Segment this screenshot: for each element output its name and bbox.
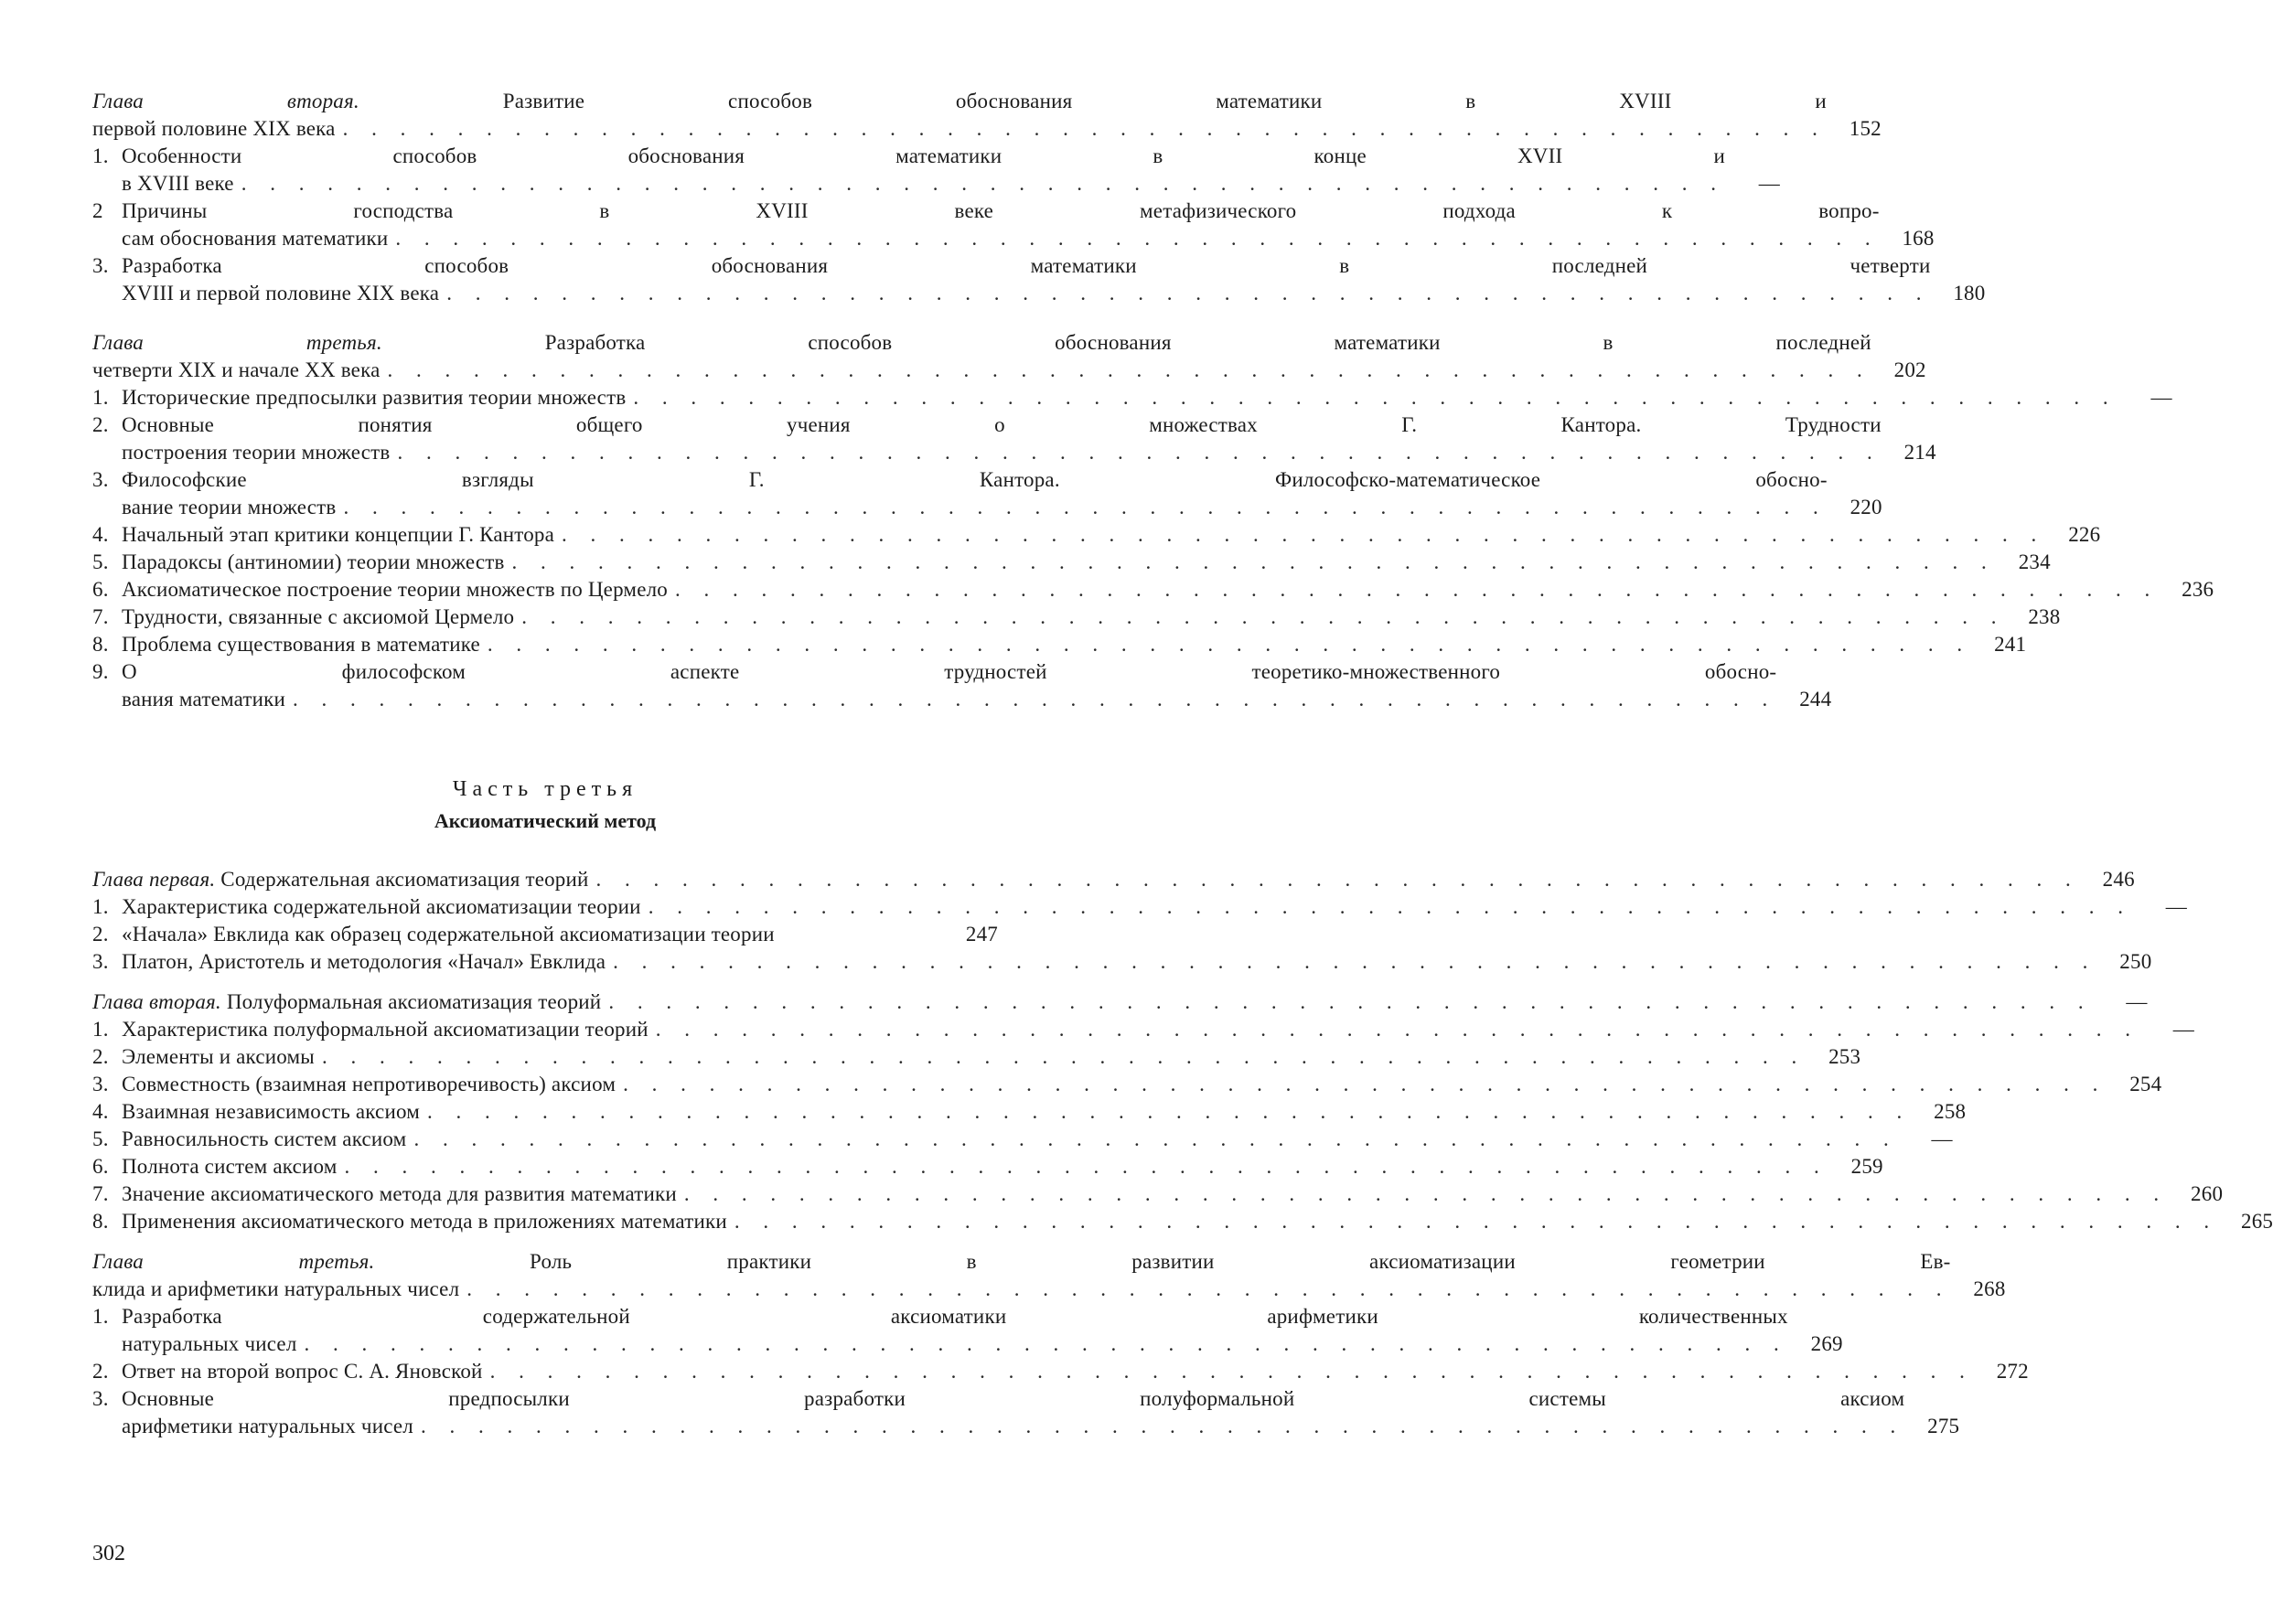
toc-page-number: 265 — [2241, 1210, 2273, 1233]
toc-entry-text — [122, 1016, 2139, 1043]
toc-item-number: 4. — [92, 1100, 109, 1123]
toc-line: Полнота систем аксиом — [122, 1155, 338, 1178]
toc-item-number: 2. — [92, 1045, 109, 1068]
toc-entry-text — [122, 252, 1930, 307]
toc-line: Разработка содержательной аксиоматики арифметики количественных — [122, 1305, 1788, 1328]
toc-line: Значение аксиоматического метода для развития математики — [122, 1182, 677, 1205]
toc-page-number: 238 — [2028, 605, 2061, 628]
toc-line: Применения аксиоматического метода в приложениях математики — [122, 1210, 727, 1233]
chapter-label: Глава вторая. — [92, 990, 227, 1013]
toc-line: Развитие способов обоснования математики в XVIII и — [502, 90, 1827, 112]
toc-item-number: 3. — [92, 1073, 109, 1095]
toc-item-number: 6. — [92, 578, 109, 601]
toc-item — [92, 921, 998, 948]
toc-section — [92, 88, 1986, 307]
toc-item — [92, 1153, 1883, 1181]
toc-line: Разработка способов обоснования математики в последней — [544, 331, 1871, 354]
toc-item — [92, 1303, 1843, 1358]
toc-entry-text — [92, 988, 2093, 1016]
toc-page-number: 168 — [1902, 227, 1935, 250]
toc-line: Роль практики в развитии аксиоматизации геометрии Ев- — [530, 1250, 1951, 1273]
toc-section — [92, 866, 2187, 976]
chapter-label: Глава третья. — [92, 331, 545, 354]
toc-page-number: — — [1758, 172, 1780, 195]
toc-line: XVIII и первой половине XIX века — [122, 282, 440, 304]
dot-leader: . . . . . . . . . . . . . . . . . . . . . . . . . . . . . . . . . . . . . . . . . . . . . . . . . . . . — [344, 1155, 1828, 1178]
dot-leader: . . . . . . . . . . . . . . . . . . . . . . . . . . . . . . . . . . . . . . . . . . . . . . . . . . . . — [633, 386, 2118, 409]
toc-section — [92, 329, 2214, 713]
toc-page-number: — — [2165, 895, 2187, 918]
toc-item-number: 7. — [92, 605, 109, 628]
toc-entry-text — [122, 143, 1725, 198]
toc-line: Трудности, связанные с аксиомой Цермело — [122, 605, 515, 628]
toc-entry-text — [122, 1385, 1904, 1440]
toc-entry-text — [122, 948, 2096, 976]
toc-entry-text — [122, 604, 2005, 631]
dot-leader: . . . . . . . . . . . . . . . . . . . . . . . . . . . . . . . . . . . . . . . . . . . . . . . . . . . . — [608, 990, 2093, 1013]
toc-line: Содержательная аксиоматизация теорий — [220, 868, 589, 891]
dot-leader: . . . . . . . . . . . . . . . . . . . . . . . . . . . . . . . . . . . . . . . . . . . . . . . . . . . . — [489, 1360, 1974, 1383]
dot-leader: . . . . . . . . . . . . . . . . . . . . . . . . . . . . . . . . . . . . . . . . . . . . . . . . . . . . — [342, 117, 1827, 140]
toc-page-number: 246 — [2102, 868, 2135, 891]
toc-page-number: 214 — [1903, 441, 1936, 464]
toc-page-number: 258 — [1934, 1100, 1967, 1123]
toc-item — [92, 1098, 1967, 1126]
toc-item — [92, 384, 2172, 411]
toc-item-number: 2 — [92, 199, 103, 222]
dot-leader: . . . . . . . . . . . . . . . . . . . . . . . . . . . . . . . . . . . . . . . . . . . . . . . . . . . . — [511, 550, 1996, 573]
toc-line: построения теории множеств — [122, 441, 391, 464]
toc-line: Аксиоматическое построение теории множеств по Цермело — [122, 578, 668, 601]
toc-chapter — [92, 88, 1882, 143]
dot-leader: . . . . . . . . . . . . . . . . . . . . . . . . . . . . . . . . . . . . . . . . . . . . . . . . . . . . — [343, 496, 1828, 518]
dot-leader: . . . . . . . . . . . . . . . . . . . . . . . . . . . . . . . . . . . . . . . . . . . . . . . . . . . . — [387, 358, 1871, 381]
toc-line: Причины господства в XVIII веке метафизического подхода к вопро- — [122, 199, 1880, 222]
toc-line: О философском аспекте трудностей теоретико-множественного обосно- — [122, 660, 1777, 683]
toc-item-number: 6. — [92, 1155, 109, 1178]
toc-line: Философские взгляды Г. Кантора. Философско-математическое обосно- — [122, 468, 1828, 491]
dot-leader: . . . . . . . . . . . . . . . . . . . . . . . . . . . . . . . . . . . . . . . . . . . . . . . . . . . . — [562, 523, 2046, 546]
toc-page-number: 226 — [2068, 523, 2101, 546]
toc-entry-text — [122, 521, 2045, 549]
toc-item — [92, 1181, 2224, 1208]
toc-entry-text — [122, 1181, 2168, 1208]
toc-entry-text — [92, 88, 1827, 143]
toc-item-number: 3. — [92, 950, 109, 973]
toc-page-number: 202 — [1893, 358, 1926, 381]
dot-leader: . . . . . . . . . . . . . . . . . . . . . . . . . . . . . . . . . . . . . . . . . . . . . . . . . . . . — [421, 1415, 1905, 1437]
toc-item-number: 5. — [92, 1127, 109, 1150]
toc-line: Исторические предпосылки развития теории множеств — [122, 386, 627, 409]
toc-entry-text — [92, 866, 2080, 893]
dot-leader: . . . . . . . . . . . . . . . . . . . . . . . . . . . . . . . . . . . . . . . . . . . . . . . . . . . . — [304, 1332, 1788, 1355]
toc-item-number: 5. — [92, 550, 109, 573]
toc-line: натуральных чисел — [122, 1332, 297, 1355]
part-subtitle: Аксиоматический метод — [434, 809, 657, 832]
toc-entry-text — [122, 1071, 2107, 1098]
toc-item — [92, 198, 1935, 252]
toc-item — [92, 1043, 1861, 1071]
toc-item-number: 1. — [92, 895, 109, 918]
toc-chapter — [92, 866, 2135, 893]
toc-line: Начальный этап критики концепции Г. Кантора — [122, 523, 555, 546]
toc-item — [92, 252, 1986, 307]
toc-page-number: 220 — [1849, 496, 1882, 518]
toc-page-number: 260 — [2191, 1182, 2224, 1205]
toc-chapter — [92, 329, 1926, 384]
toc-entry-text — [92, 1248, 1951, 1303]
toc-page-number: — — [2172, 1018, 2194, 1041]
toc-line: Разработка способов обоснования математики в последней четверти — [122, 254, 1931, 277]
toc-page-number: 275 — [1927, 1415, 1960, 1437]
toc-item-number: 7. — [92, 1182, 109, 1205]
chapter-label: Глава третья. — [92, 1250, 531, 1273]
toc-item — [92, 466, 1882, 521]
toc-item — [92, 1071, 2162, 1098]
toc-line: клида и арифметики натуральных чисел — [92, 1277, 460, 1300]
toc-line: Основные понятия общего учения о множествах Г. Кантора. Трудности — [122, 413, 1882, 436]
toc-page-number: 259 — [1850, 1155, 1883, 1178]
toc-item-number: 8. — [92, 633, 109, 656]
dot-leader: . . . . . . . . . . . . . . . . . . . . . . . . . . . . . . . . . . . . . . . . . . . . . . . . . . . . — [674, 578, 2160, 601]
toc-item — [92, 893, 2187, 921]
toc-page-number: 180 — [1953, 282, 1986, 304]
toc-page-number: — — [2126, 990, 2148, 1013]
toc-section — [92, 1248, 2029, 1440]
toc-entry-text — [122, 549, 1996, 576]
dot-leader: . . . . . . . . . . . . . . . . . . . . . . . . . . . . . . . . . . . . . . . . . . . . . . . . . . . . — [395, 227, 1880, 250]
dot-leader: . . . . . . . . . . . . . . . . . . . . . . . . . . . . . . . . . . . . . . . . . . . . . . . . . . . . — [487, 633, 1972, 656]
toc-line: Характеристика содержательной аксиоматизации теории — [122, 895, 641, 918]
toc-item-number: 4. — [92, 523, 109, 546]
toc-item-number: 3. — [92, 1387, 109, 1410]
toc-entry-text — [122, 1153, 1828, 1181]
toc-page-number: 269 — [1810, 1332, 1843, 1355]
toc-entry-text — [122, 198, 1880, 252]
dot-leader: . . . . . . . . . . . . . . . . . . . . . . . . . . . . . . . . . . . . . . . . . . . . . . . . . . . . — [521, 605, 2006, 628]
toc-page-number: 272 — [1996, 1360, 2029, 1383]
toc-item — [92, 1016, 2194, 1043]
dot-leader: . . . . . . . . . . . . . . . . . . . . . . . . . . . . . . . . . . . . . . . . . . . . . . . . . . . . — [293, 688, 1777, 710]
toc-entry-text — [122, 1043, 1806, 1071]
dot-leader: . . . . . . . . . . . . . . . . . . . . . . . . . . . . . . . . . . . . . . . . . . . . . . . . . . . . — [321, 1045, 1807, 1068]
toc-item-number: 2. — [92, 923, 109, 946]
toc-line: в XVIII веке — [122, 172, 234, 195]
chapter-label: Глава вторая. — [92, 90, 503, 112]
toc-line: четверти XIX и начале XX века — [92, 358, 381, 381]
toc-item — [92, 576, 2214, 604]
toc-page-number: 253 — [1828, 1045, 1861, 1068]
toc-entry-text — [122, 576, 2159, 604]
toc-item-number: 9. — [92, 660, 109, 683]
toc-item — [92, 948, 2152, 976]
toc-entry-text — [122, 1358, 1974, 1385]
chapter-label: Глава первая. — [92, 868, 221, 891]
toc-item — [92, 143, 1780, 198]
toc-entry-text — [122, 384, 2118, 411]
dot-leader: . . . . . . . . . . . . . . . . . . . . . . . . . . . . . . . . . . . . . . . . . . . . . . . . . . . . — [623, 1073, 2107, 1095]
toc-line: сам обоснования математики — [122, 227, 389, 250]
toc-item — [92, 411, 1936, 466]
toc-page-number: 244 — [1799, 688, 1832, 710]
toc-line: первой половине XIX века — [92, 117, 336, 140]
toc-page-number: 247 — [965, 923, 998, 946]
dot-leader: . . . . . . . . . . . . . . . . . . . . . . . . . . . . . . . . . . . . . . . . . . . . . . . . . . . . — [595, 868, 2080, 891]
toc-page-number: 254 — [2129, 1073, 2162, 1095]
dot-leader: . . . . . . . . . . . . . . . . . . . . . . . . . . . . . . . . . . . . . . . . . . . . . . . . . . . . — [734, 1210, 2219, 1233]
page-number: 302 — [92, 1542, 125, 1565]
toc-chapter — [92, 1248, 2006, 1303]
toc-page — [92, 88, 2273, 1462]
dot-leader: . . . . . . . . . . . . . . . . . . . . . . . . . . . . . . . . . . . . . . . . . . . . . . . . . . . . — [397, 441, 1882, 464]
toc-line: Полуформальная аксиоматизация теорий — [226, 990, 602, 1013]
toc-page-number: 241 — [1994, 633, 2027, 656]
toc-entry-text — [122, 921, 943, 948]
toc-line: Основные предпосылки разработки полуформальной системы аксиом — [122, 1387, 1905, 1410]
toc-entry-text — [122, 1303, 1788, 1358]
toc-entry-text — [122, 658, 1776, 713]
toc-page-number: 250 — [2119, 950, 2152, 973]
toc-item — [92, 631, 2027, 658]
toc-chapter — [92, 988, 2148, 1016]
toc-item-number: 1. — [92, 1018, 109, 1041]
dot-leader: . . . . . . . . . . . . . . . . . . . . . . . . . . . . . . . . . . . . . . . . . . . . . . . . . . . . — [466, 1277, 1951, 1300]
toc-line: Особенности способов обоснования математики в конце XVII и — [122, 144, 1725, 167]
toc-entry-text — [122, 631, 1971, 658]
toc-item — [92, 658, 1832, 713]
toc-line: арифметики натуральных чисел — [122, 1415, 413, 1437]
toc-line: Проблема существования в математике — [122, 633, 480, 656]
toc-item — [92, 1126, 1953, 1153]
dot-leader: . . . . . . . . . . . . . . . . . . . . . . . . . . . . . . . . . . . . . . . . . . . . . . . . . . . . — [446, 282, 1931, 304]
toc-line: Парадоксы (антиномии) теории множеств — [122, 550, 505, 573]
part-title: Часть третья — [452, 777, 638, 801]
toc-item — [92, 1358, 2029, 1385]
toc-entry-text — [122, 411, 1882, 466]
toc-entry-text — [122, 1098, 1911, 1126]
toc-item — [92, 1208, 2273, 1235]
toc-page-number: 236 — [2182, 578, 2214, 601]
toc-line: вание теории множеств — [122, 496, 337, 518]
toc-line: Ответ на второй вопрос С. А. Яновской — [122, 1360, 483, 1383]
toc-entry-text — [122, 893, 2132, 921]
toc-page-number: 152 — [1849, 117, 1882, 140]
toc-item-number: 3. — [92, 254, 109, 277]
toc-entry-text — [92, 329, 1871, 384]
toc-item-number: 8. — [92, 1210, 109, 1233]
dot-leader: . . . . . . . . . . . . . . . . . . . . . . . . . . . . . . . . . . . . . . . . . . . . . . . . . . . . — [613, 950, 2097, 973]
toc-item-number: 1. — [92, 144, 109, 167]
toc-page-number: 234 — [2018, 550, 2051, 573]
dot-leader: . . . . . . . . . . . . . . . . . . . . . . . . . . . . . . . . . . . . . . . . . . . . . . . . . . . . — [655, 1018, 2139, 1041]
dot-leader: . . . . . . . . . . . . . . . . . . . . . . . . . . . . . . . . . . . . . . . . . . . . . . . . . . . . — [683, 1182, 2169, 1205]
toc-line: «Начала» Евклида как образец содержательной аксиоматизации теории — [122, 923, 775, 946]
dot-leader: . . . . . . . . . . . . . . . . . . . . . . . . . . . . . . . . . . . . . . . . . . . . . . . . . . . . — [413, 1127, 1898, 1150]
toc-entry-text — [122, 1208, 2218, 1235]
toc-line: Характеристика полуформальной аксиоматизации теорий — [122, 1018, 649, 1041]
toc-item — [92, 549, 2051, 576]
toc-line: Равносильность систем аксиом — [122, 1127, 407, 1150]
toc-item — [92, 604, 2061, 631]
toc-page-number: — — [1931, 1127, 1953, 1150]
dot-leader: . . . . . . . . . . . . . . . . . . . . . . . . . . . . . . . . . . . . . . . . . . . . . . . . . . . . — [648, 895, 2132, 918]
toc-item — [92, 521, 2101, 549]
toc-line: Взаимная независимость аксиом — [122, 1100, 420, 1123]
toc-item-number: 3. — [92, 468, 109, 491]
toc-line: Элементы и аксиомы — [122, 1045, 315, 1068]
toc-page-number: — — [2150, 386, 2172, 409]
toc-item-number: 1. — [92, 386, 109, 409]
toc-item-number: 2. — [92, 413, 109, 436]
toc-entry-text — [122, 1126, 1898, 1153]
toc-section — [92, 988, 2273, 1235]
toc-line: вания математики — [122, 688, 286, 710]
toc-line: Платон, Аристотель и методология «Начал» Евклида — [122, 950, 606, 973]
dot-leader: . . . . . . . . . . . . . . . . . . . . . . . . . . . . . . . . . . . . . . . . . . . . . . . . . . . . — [427, 1100, 1912, 1123]
toc-line: Совместность (взаимная непротиворечивость) аксиом — [122, 1073, 616, 1095]
toc-item-number: 2. — [92, 1360, 109, 1383]
toc-item — [92, 1385, 1960, 1440]
toc-entry-text — [122, 466, 1828, 521]
toc-item-number: 1. — [92, 1305, 109, 1328]
toc-page-number: 268 — [1973, 1277, 2006, 1300]
dot-leader: . . . . . . . . . . . . . . . . . . . . . . . . . . . . . . . . . . . . . . . . . . . . . . . . . . . . — [241, 172, 1725, 195]
